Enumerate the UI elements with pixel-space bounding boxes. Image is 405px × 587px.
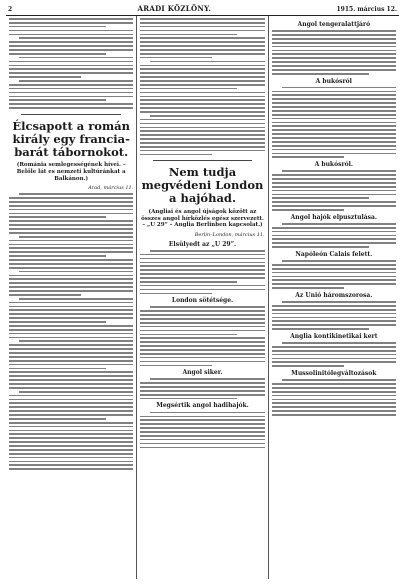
article-divider (153, 160, 252, 161)
section-heading: Megsértik angol hadihajók. (156, 402, 249, 410)
article-text-block (272, 87, 396, 158)
article-headline: Nem tudja megvédeni London a hajóhad. (141, 165, 264, 206)
column-1 (6, 16, 137, 579)
article-text-block (140, 378, 264, 399)
section-heading: Angol siker. (182, 369, 223, 377)
section-heading: Angol tengeralattjáró (297, 21, 371, 28)
article-dateline: Berlin–London, március 11. (194, 231, 265, 238)
article-text-block (272, 379, 396, 416)
section-heading: A bukósról (315, 77, 352, 85)
article-dateline: Arad, március 11. (88, 185, 134, 192)
article-subhead: (Románia semlegességének hívei. – Belőle lát es nemzeti kultúránkat a Balkánon.) (16, 162, 126, 182)
section-heading: Angol hajók elpusztulása. (290, 213, 377, 221)
article-columns (6, 16, 399, 579)
article-text-block (272, 30, 396, 74)
article-divider (21, 114, 120, 115)
article-text-block (272, 342, 396, 367)
article-text-block (9, 18, 133, 109)
newspaper-title: ARADI KÖZLÖNY. (137, 4, 212, 13)
column-2 (137, 16, 268, 579)
section-heading: Elsülyedt az „U 29”. (168, 240, 237, 248)
article-text-block (272, 301, 396, 330)
section-heading: Napóleón Calais felett. (295, 250, 373, 258)
article-text-block (272, 223, 396, 248)
issue-date: 1915. március 12. (336, 6, 397, 13)
article-text-block (140, 306, 264, 366)
section-heading: Anglia kontikinetikai kert (290, 332, 378, 340)
article-text-block (140, 412, 264, 449)
article-text-block (272, 170, 396, 210)
section-heading: London sötétsége. (171, 297, 234, 305)
article-text-block (140, 18, 264, 155)
article-subhead: (Angliai és angol újságok között az összes angol hírközlés egész szervezett. – „U 29” – Anglia Berlinben kapcsolat.) (141, 208, 264, 229)
column-3 (269, 16, 399, 579)
page-number: 2 (8, 6, 13, 13)
section-heading: Az Unió háromszorosa. (295, 291, 373, 299)
newspaper-page (6, 4, 399, 579)
section-heading: Mussolinitólegváltozások (291, 370, 377, 377)
article-headline: Élcsapott a román király egy francia-barát tábornokot. (12, 118, 130, 159)
section-heading: A bukósról. (314, 161, 353, 169)
article-text-block (9, 193, 133, 470)
masthead (6, 4, 399, 16)
article-text-block (140, 250, 264, 294)
article-text-block (272, 260, 396, 289)
